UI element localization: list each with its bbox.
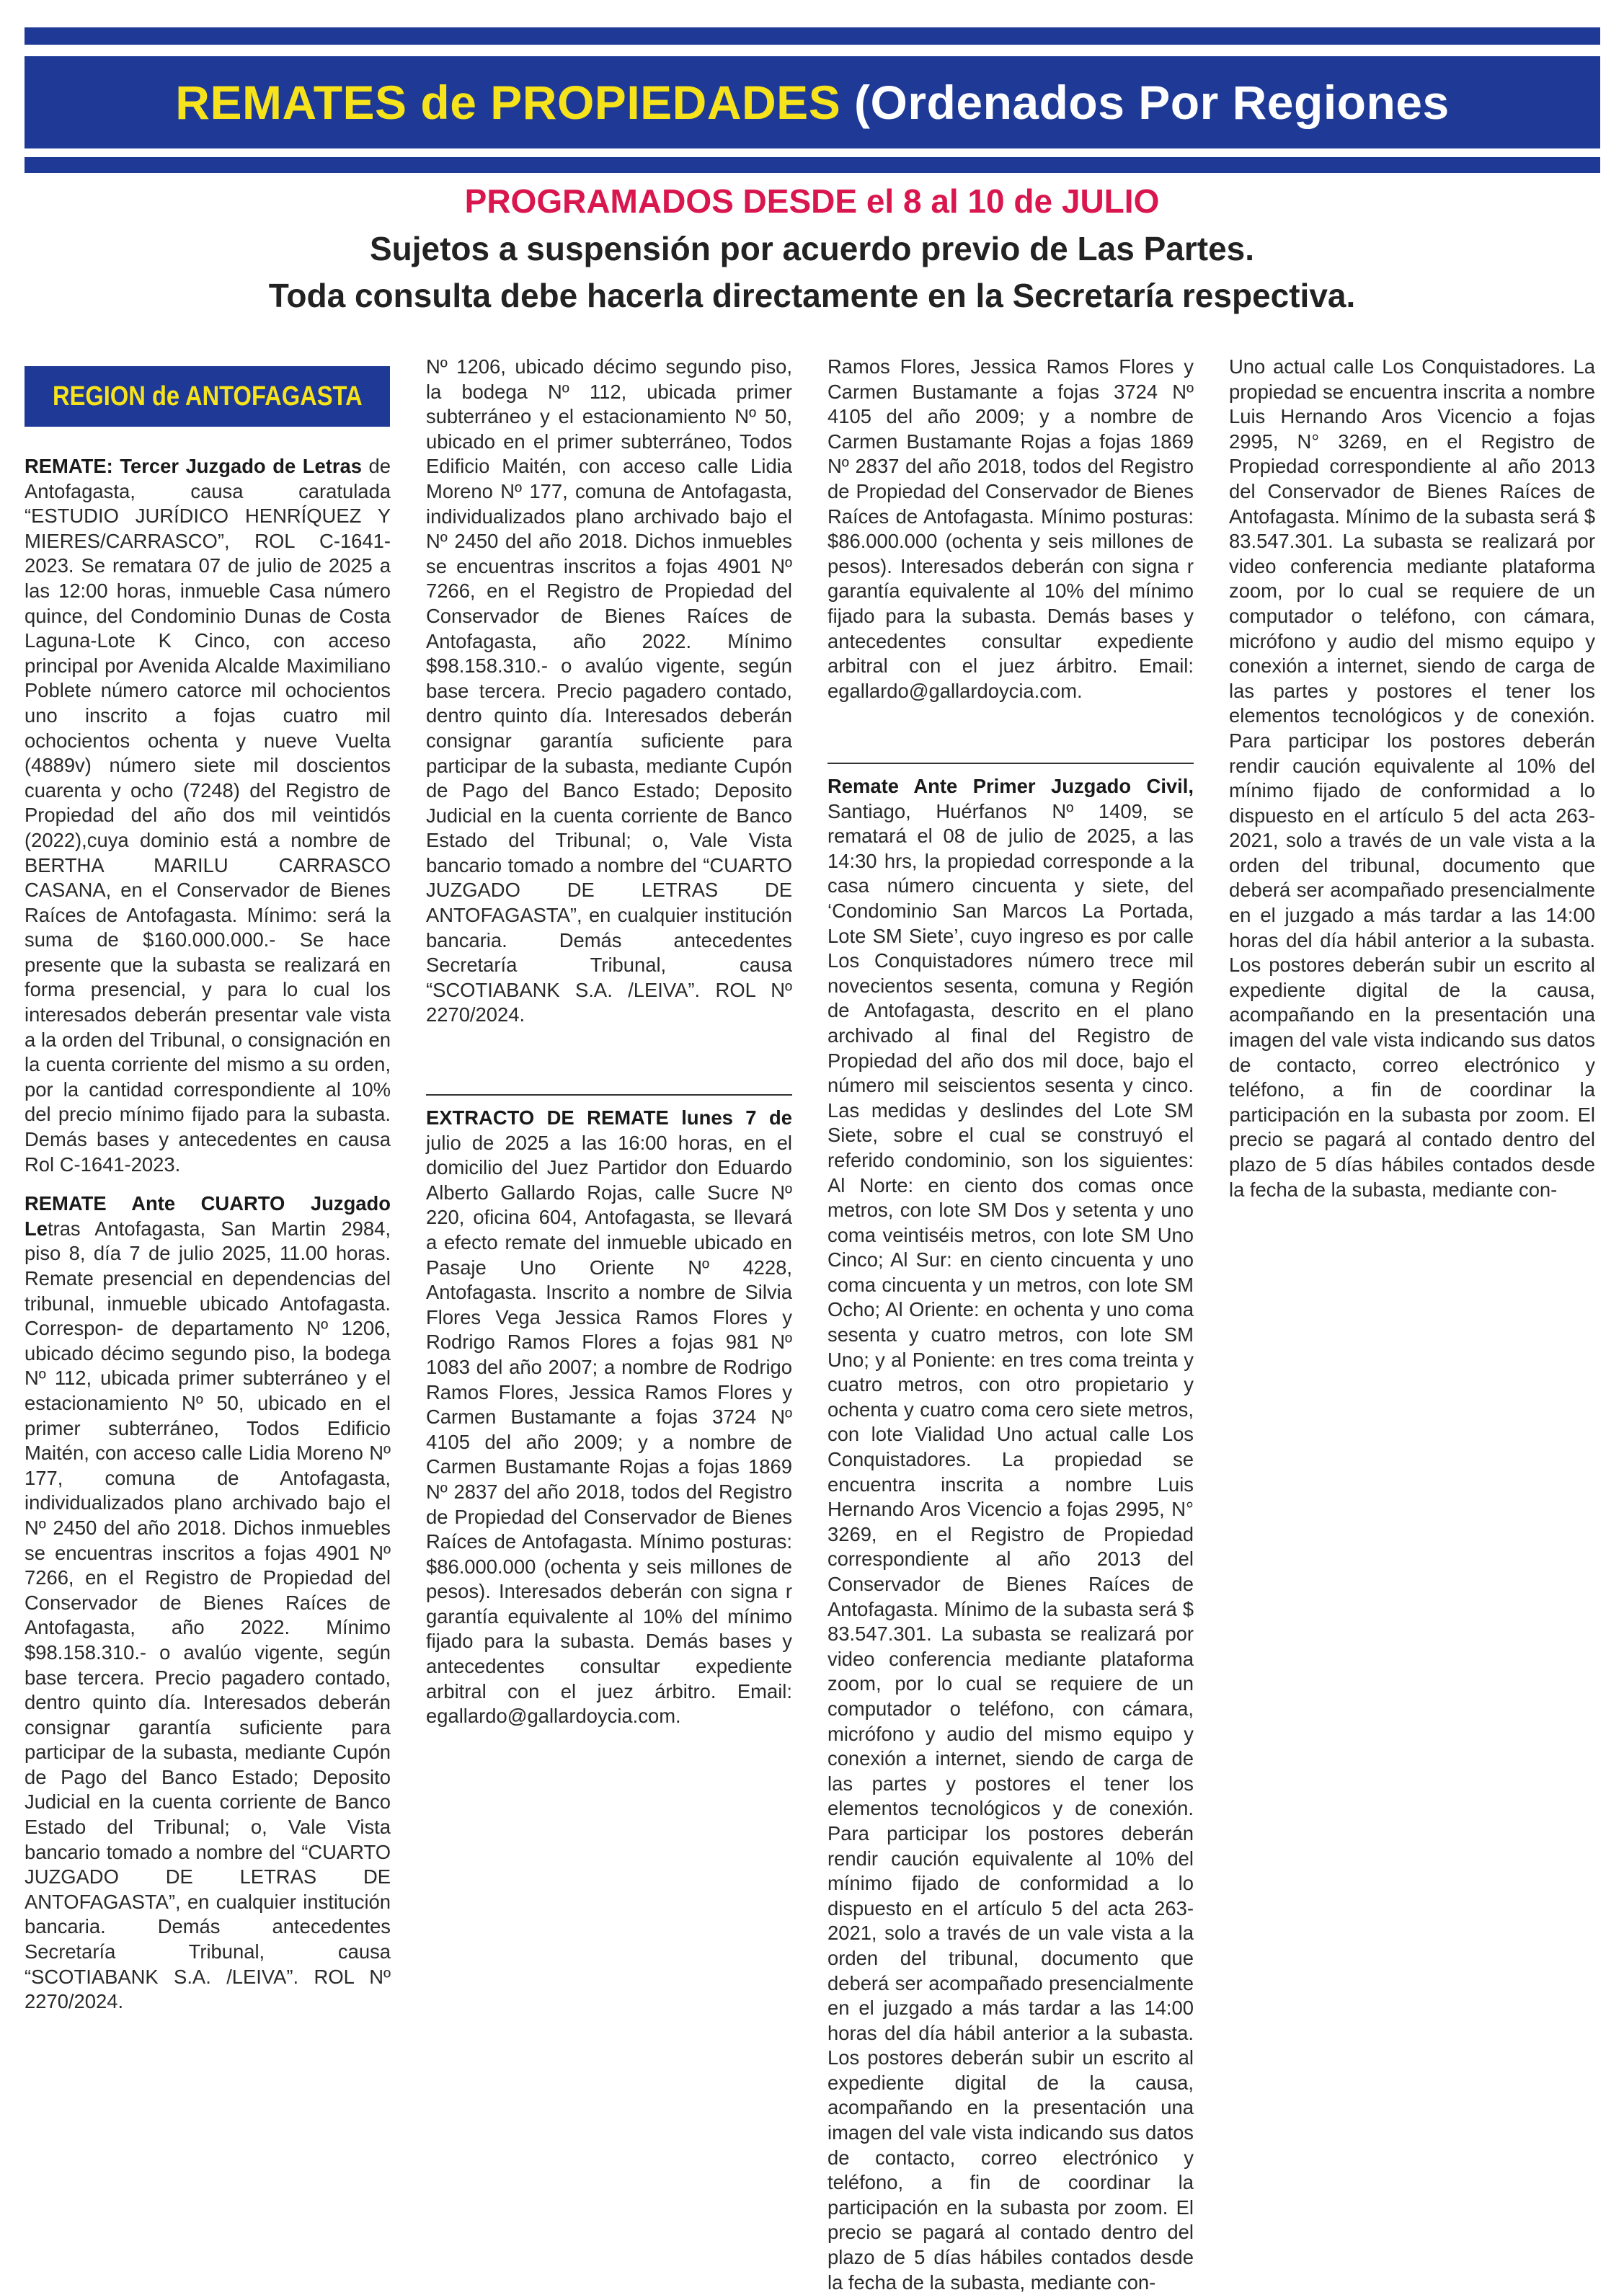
notice-1 (25, 454, 391, 1177)
column-2 (426, 355, 792, 1093)
notice-2-continued: Nº 1206, ubicado décimo segundo piso, la bodega Nº 112, ubicada primer subterráneo y el estacionamiento Nº 50, ubicado en el primer subterráneo, Todos Edificio Maitén, con acceso calle Lidia Moreno Nº 177, comuna de Antofagasta, individualizados plano archivado bajo el Nº 2450 del año 2018. Dichos inmuebles se encuentras inscritos a fojas 4901 Nº 7266, en el Registro de Propiedad del Conservador de Bienes Raíces de Antofagasta, año 2022. Mínimo $98.158.310.- o avalúo vigente, según base tercera. Precio pagadero contado, dentro quinto día. Interesados deberán consignar garantía suficiente para participar de la subasta, mediante Cupón de Pago del Banco Estado; Deposito Judicial en la cuenta corriente de Banco Estado del Tribunal; o, Vale Vista bancario tomado a nombre del “CUARTO JUZGADO DE LETRAS DE ANTOFAGASTA”, en cualquier institución bancaria. Demás antecedentes Secretaría Tribunal, causa “SCOTIABANK S.A. /LEIVA”. ROL Nº 2270/2024. (426, 355, 792, 1026)
notice-line-1: Sujetos a suspensión por acuerdo previo de Las Partes. (369, 230, 1255, 267)
separator-rule (827, 763, 1194, 764)
region-label-box (25, 366, 390, 427)
notice-4-continued: Uno actual calle Los Conquistadores. La propiedad se encuentra inscrita a nombre Luis Hernando Aros Vicencio a fojas 2995, N° 3269, en el Registro de Propiedad correspondiente al año 2013 del Conservador de Bienes Raíces de Antofagasta. Mínimo de la subasta será $ 83.547.301. La subasta se realizará por video conferencia mediante plataforma zoom, por lo cual se requiere de un computador o teléfono, con cámara, micrófono y audio del mismo equipo y conexión a internet, siendo de carga de las partes y postores el tener los elementos tecnológicos y de conexión. Para participar los postores deberán rendir caución equivalente al 10% del mínimo fijado de conformidad a lo dispuesto en el artículo 5 del acta 263- 2021, solo a través de un vale vista a la orden del tribunal, documento que deberá ser acompañado presencialmente en el juzgado a más tardar a las 14:00 horas del día hábil anterior a la subasta. Los postores deberán subir un escrito al expediente digital de la causa, acompañando en la presentación una imagen del vale vista indicando sus datos de contacto, correo electrónico y teléfono, a fin de coordinar la participación en la subasta por zoom. El precio se pagará al contado dentro del plazo de 5 días hábiles contados desde la fecha de la subasta, mediante con- (1229, 355, 1595, 1201)
notice-4-body: Santiago, Huérfanos Nº 1409, se rematará el 08 de julio de 2025, a las 14:30 hrs, la propiedad corresponde a la casa número cincuenta y siete, del ‘Condominio San Marcos La Portada, Lote SM Siete’, cuyo ingreso es por calle Los Conquistadores número trece mil novecientos sesenta, comuna y Región de Antofagasta, descrito en el plano archivado al final del Registro de Propiedad del año dos mil doce, bajo el número mil seiscientos sesenta y cinco. Las medidas y deslindes del Lote SM Siete, sobre el cual se construyó el referido condominio, son los siguientes: Al Norte: en ciento dos comas once metros, con lote SM Dos y setenta y uno coma veintiséis metros, con lote SM Uno Cinco; Al Sur: en ciento cincuenta y uno coma cincuenta y un metros, con lote SM Ocho; Al Oriente: en ochenta y uno coma sesenta y cuatro metros, con lote SM Uno; y al Poniente: en tres coma treinta y cuatro metros, con otro propietario y ochenta y cuatro coma cero siete metros, con lote Vialidad Uno actual calle Los Conquistadores. La propiedad se encuentra inscrita a nombre Luis Hernando Aros Vicencio a fojas 2995, N° 3269, en el Registro de Propiedad correspondiente al año 2013 del Conservador de Bienes Raíces de Antofagasta. Mínimo de la subasta será $ 83.547.301. La subasta se realizará por video conferencia mediante plataforma zoom, por lo cual se requiere de un computador o teléfono, con cámara, micrófono y audio del mismo equipo y conexión a internet, siendo de carga de las partes y postores el tener los elementos tecnológicos y de conexión. Para participar los postores deberán rendir caución equivalente al 10% del mínimo fijado de conformidad a lo dispuesto en el artículo 5 del acta 263- 2021, solo a través de un vale vista a la orden del tribunal, documento que deberá ser acompañado presencialmente en el juzgado a más tardar a las 14:00 horas del día hábil anterior a la subasta. Los postores deberán subir un escrito al expediente digital de la causa, acompañando en la presentación una imagen del vale vista indicando sus datos de contacto, correo electrónico y teléfono, a fin de coordinar la participación en la subasta por zoom. El precio se pagará al contado dentro del plazo de 5 días hábiles contados desde la fecha de la subasta, mediante con- (827, 799, 1194, 2294)
notice-3-continued: Ramos Flores, Jessica Ramos Flores y Carmen Bustamante a fojas 3724 Nº 4105 del año 2009; y a nombre de Carmen Bustamante Rojas a fojas 1869 Nº 2837 del año 2018, todos del Registro de Propiedad del Conservador de Bienes Raíces de Antofagasta. Mínimo posturas: $86.000.000 (ochenta y seis millones de pesos). Interesados deberán con signa r garantía equivalente al 10% del mínimo fijado para la subasta. Demás bases y antecedentes consultar expediente arbitral con el juez árbitro. Email: egallardo@gallardoycia.com. (827, 355, 1194, 702)
notice-2-start (25, 1191, 391, 2013)
notice-3 (426, 1106, 792, 1728)
column-1 (25, 454, 391, 2013)
page-title (175, 75, 1449, 130)
schedule-heading: PROGRAMADOS DESDE el 8 al 10 de JULIO (464, 182, 1160, 220)
page-title-yellow: REMATES de PROPIEDADES (175, 76, 841, 129)
column-2-lower (426, 1094, 792, 1728)
banner-bottom-rule (25, 157, 1600, 173)
notice-3-lead: EXTRACTO DE REMATE lunes 7 de (426, 1106, 792, 1129)
notice-2-body: tras Antofagasta, San Martin 2984, piso 8, día 7 de julio 2025, 11.00 horas. Remate presencial en dependencias del tribunal, inmueble ubicado Antofagasta. Correspon- de departamento Nº 1206, ubicado décimo segundo piso, la bodega Nº 112, ubicada primer subterráneo y el estacionamiento Nº 50, ubicado en el primer subterráneo, Todos Edificio Maitén, con acceso calle Lidia Moreno Nº 177, comuna de Antofagasta, individualizados plano archivado bajo el Nº 2450 del año 2018. Dichos inmuebles se encuentras inscritos a fojas 4901 Nº 7266, en el Registro de Propiedad del Conservador de Bienes Raíces de Antofagasta, año 2022. Mínimo $98.158.310.- o avalúo vigente, según base tercera. Precio pagadero contado, dentro quinto día. Interesados deberán consignar garantía suficiente para participar de la subasta, mediante Cupón de Pago del Banco Estado; Deposito Judicial en la cuenta corriente de Banco Estado del Tribunal; o, Vale Vista bancario tomado a nombre del “CUARTO JUZGADO DE LETRAS DE ANTOFAGASTA”, en cualquier institución bancaria. Demás antecedentes Secretaría Tribunal, causa “SCOTIABANK S.A. /LEIVA”. ROL Nº 2270/2024. (25, 1217, 391, 2013)
column-4 (1229, 355, 1595, 1390)
banner-top-rule (25, 27, 1600, 45)
notice-1-body: de Antofagasta, causa caratulada “ESTUDIO JURÍDICO HENRÍQUEZ Y MIERES/CARRASCO”, ROL C-1641-2023. Se rematara 07 de julio de 2025 a las 12:00 horas, inmueble Casa número quince, del Condominio Dunas de Costa Laguna-Lote K Cinco, con acceso principal por Avenida Alcalde Maximiliano Poblete número catorce mil ochocientos uno inscrito a fojas cuatro mil ochocientos ochenta y nueve Vuelta (4889v) número siete mil doscientos cuarenta y ocho (7248) del Registro de Propiedad del año dos mil veintidós (2022),cuya dominio está a nombre de BERTHA MARILU CARRASCO CASANA, en el Conservador de Bienes Raíces de Antofagasta. Mínimo: será la suma de $160.000.000.- Se hace presente que la subasta se realizará en forma presencial, y para lo cual los interesados deberán presentar vale vista a la orden del Tribunal, o consignación en la cuenta corriente del mismo a su orden, por la cantidad correspondiente al 10% del precio mínimo fijado para la subasta. Demás bases y antecedentes en causa Rol C-1641-2023. (25, 455, 391, 1176)
notice-2-lead: REMATE Ante CUARTO Juzgado Le (25, 1192, 391, 1240)
notice-4 (827, 774, 1194, 2294)
region-label: REGION de ANTOFAGASTA (52, 381, 363, 412)
notice-line-2: Toda consulta debe hacerla directamente en la Secretaría respectiva. (268, 277, 1356, 314)
column-3-lower (827, 763, 1194, 2294)
column-3 (827, 355, 1194, 761)
title-banner (25, 56, 1600, 148)
notice-3-body: julio de 2025 a las 16:00 horas, en el domicilio del Juez Partidor don Eduardo Alberto Gallardo Rojas, calle Sucre Nº 220, oficina 604, Antofagasta, se llevará a efecto remate del inmueble ubicado en Pasaje Uno Oriente Nº 4228, Antofagasta. Inscrito a nombre de Silvia Flores Vega Jessica Ramos Flores y Rodrigo Ramos Flores a fojas 981 Nº 1083 del año 2007; a nombre de Rodrigo Ramos Flores, Jessica Ramos Flores y Carmen Bustamante a fojas 3724 Nº 4105 del año 2009; y a nombre de Carmen Bustamante Rojas a fojas 1869 Nº 2837 del año 2018, todos del Registro de Propiedad del Conservador de Bienes Raíces de Antofagasta. Mínimo posturas: $86.000.000 (ochenta y seis millones de pesos). Interesados deberán con signa r garantía equivalente al 10% del mínimo fijado para la subasta. Demás bases y antecedentes consultar expediente arbitral con el juez árbitro. Email: egallardo@gallardoycia.com. (426, 1131, 792, 1728)
notice-1-lead: REMATE: Tercer Juzgado de Letras (25, 455, 362, 477)
notice-4-lead: Remate Ante Primer Juzgado Civil, (827, 775, 1194, 797)
page-title-white: (Ordenados Por Regiones (840, 76, 1450, 129)
separator-rule (426, 1094, 792, 1096)
